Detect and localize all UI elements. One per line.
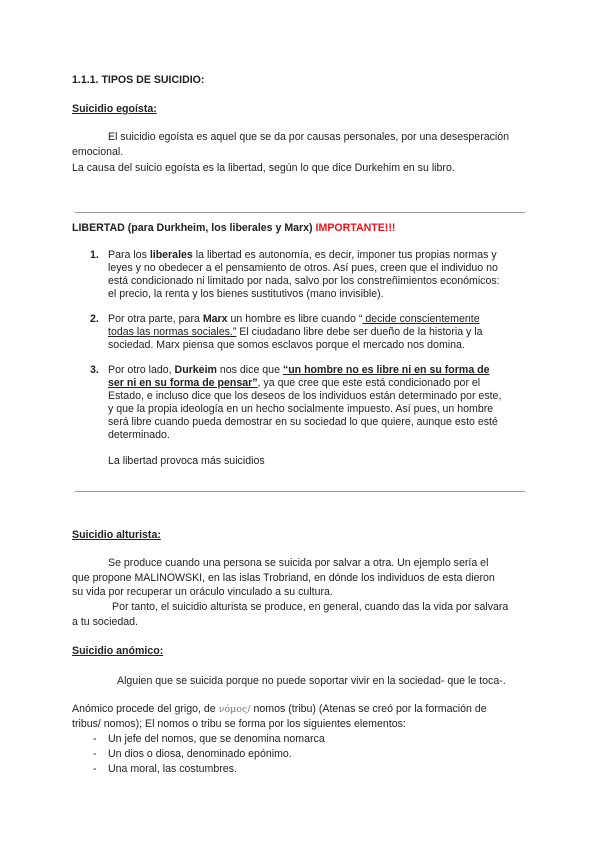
item1-bold: liberales bbox=[149, 249, 193, 261]
libertad-title-text: LIBERTAD (para Durkheim, los liberales y Marx) bbox=[72, 222, 313, 234]
section-heading: 1.1.1. TIPOS DE SUICIDIO: bbox=[72, 74, 205, 86]
list-number-2: 2. bbox=[90, 313, 99, 325]
item2-line1 bbox=[108, 313, 528, 326]
item3-line3: Estado, e incluso dice que los deseos de los individuos están determinado por este, bbox=[108, 390, 502, 402]
list-number-3: 3. bbox=[90, 364, 99, 376]
anomico-p2-line2: tribus/ nomos); El nomos o tribu se forma por los siguientes elementos: bbox=[72, 718, 406, 730]
altruista-p2-line1: Por tanto, el suicidio alturista se produce, en general, cuando das la vida por salvara bbox=[112, 601, 509, 613]
divider-top bbox=[75, 212, 525, 213]
egoista-p2: La causa del suicio egoísta es la libertad, según lo que dice Durkehim en su libro. bbox=[72, 162, 455, 174]
altruista-p1-line2: que propone MALINOWSKI, en las islas Trobriand, en dónde los individuos de esta dieron bbox=[72, 572, 495, 584]
list-item: Un dios o diosa, denominado epónimo. bbox=[108, 748, 292, 760]
anomico-p1: Alguien que se suicida porque no puede soportar vivir en la sociedad- que le toca-. bbox=[117, 675, 506, 687]
item1-rest: la libertad es autonomía, es decir, imponer tus propias normas y bbox=[192, 249, 497, 261]
altruista-p1-line1: Se produce cuando una persona se suicida por salvar a otra. Un ejemplo sería el bbox=[108, 557, 489, 569]
item2-line2-rest: El ciudadano libre debe ser dueño de la historia y la bbox=[236, 326, 483, 338]
item3-line6: determinado. bbox=[108, 429, 170, 441]
item3-line2 bbox=[108, 377, 528, 390]
anomico-p2-line1 bbox=[72, 703, 487, 716]
bullet-dash: - bbox=[93, 748, 97, 760]
libertad-conclusion: La libertad provoca más suicidios bbox=[108, 455, 265, 467]
altruista-p1-line3: su vida por recuperar un oráculo vinculado a su cultura. bbox=[72, 586, 333, 598]
item3-mid: nos dice que bbox=[216, 364, 283, 376]
list-number-1: 1. bbox=[90, 249, 99, 261]
item2-mid: un hombre es libre cuando “ bbox=[227, 313, 363, 325]
item2-bold: Marx bbox=[202, 313, 228, 325]
item3-line5: será libre cuando pueda demostrar en su sociedad lo que quiere, aunque esto esté bbox=[108, 416, 498, 428]
item3-quote2: ser ni en su forma de pensar” bbox=[108, 377, 258, 389]
item3-line4: y que la propia ideología en un hecho socialmente impuesto. Así pues, un hombre bbox=[108, 403, 494, 415]
anomico-p2-rest: nomos (tribu) (Atenas se creó por la formación de bbox=[250, 703, 487, 715]
item1-line4: el precio, la renta y los bienes sustitutivos (mano invisible). bbox=[108, 288, 384, 300]
anomico-title: Suicidio anómico: bbox=[72, 645, 164, 657]
bullet-dash: - bbox=[93, 733, 97, 745]
list-item: Una moral, las costumbres. bbox=[108, 763, 237, 775]
item3-line2-rest: , ya que cree que este está condicionado por el bbox=[257, 377, 481, 389]
bullet-dash: - bbox=[93, 763, 97, 775]
egoista-p1-line2: emocional. bbox=[72, 146, 124, 158]
item2-line3: sociedad. Marx piensa que somos esclavos porque el mercado nos domina. bbox=[108, 339, 465, 351]
item1-pre: Para los bbox=[108, 249, 150, 261]
item3-bold: Durkeim bbox=[174, 364, 217, 376]
item1-line2: leyes y no obedecer a el pensamiento de otros. Así pues, creen que el individuo no bbox=[108, 262, 498, 274]
divider-bottom bbox=[75, 491, 525, 492]
list-item: Un jefe del nomos, que se denomina nomarca bbox=[108, 733, 325, 745]
anomico-p2-pre: Anómico procede del grigo, de bbox=[72, 703, 219, 715]
item2-quote1: decide conscientemente bbox=[362, 313, 480, 325]
altruista-p2-line2: a tu sociedad. bbox=[72, 616, 138, 628]
item3-line1 bbox=[108, 364, 528, 377]
item3-quote1: “un hombre no es libre ni en su forma de bbox=[282, 364, 490, 376]
egoista-p1-line1: El suicidio egoísta es aquel que se da por causas personales, por una desesperación bbox=[108, 131, 510, 143]
important-label: IMPORTANTE!!! bbox=[315, 222, 396, 234]
item2-pre: Por otra parte, para bbox=[108, 313, 203, 325]
greek-word: νόμος/ bbox=[218, 704, 251, 715]
item3-pre: Por otro lado, bbox=[108, 364, 175, 376]
egoista-title: Suicidio egoísta: bbox=[72, 103, 157, 115]
libertad-title bbox=[72, 222, 395, 235]
item1-line1 bbox=[108, 249, 528, 262]
item1-line3: está condicionado ni limitado por nada, salvo por los constreñimientos económicos: bbox=[108, 275, 500, 287]
item2-quote2: todas las normas sociales.” bbox=[108, 326, 237, 338]
item2-line2 bbox=[108, 326, 528, 339]
altruista-title: Suicidio alturista: bbox=[72, 529, 161, 541]
